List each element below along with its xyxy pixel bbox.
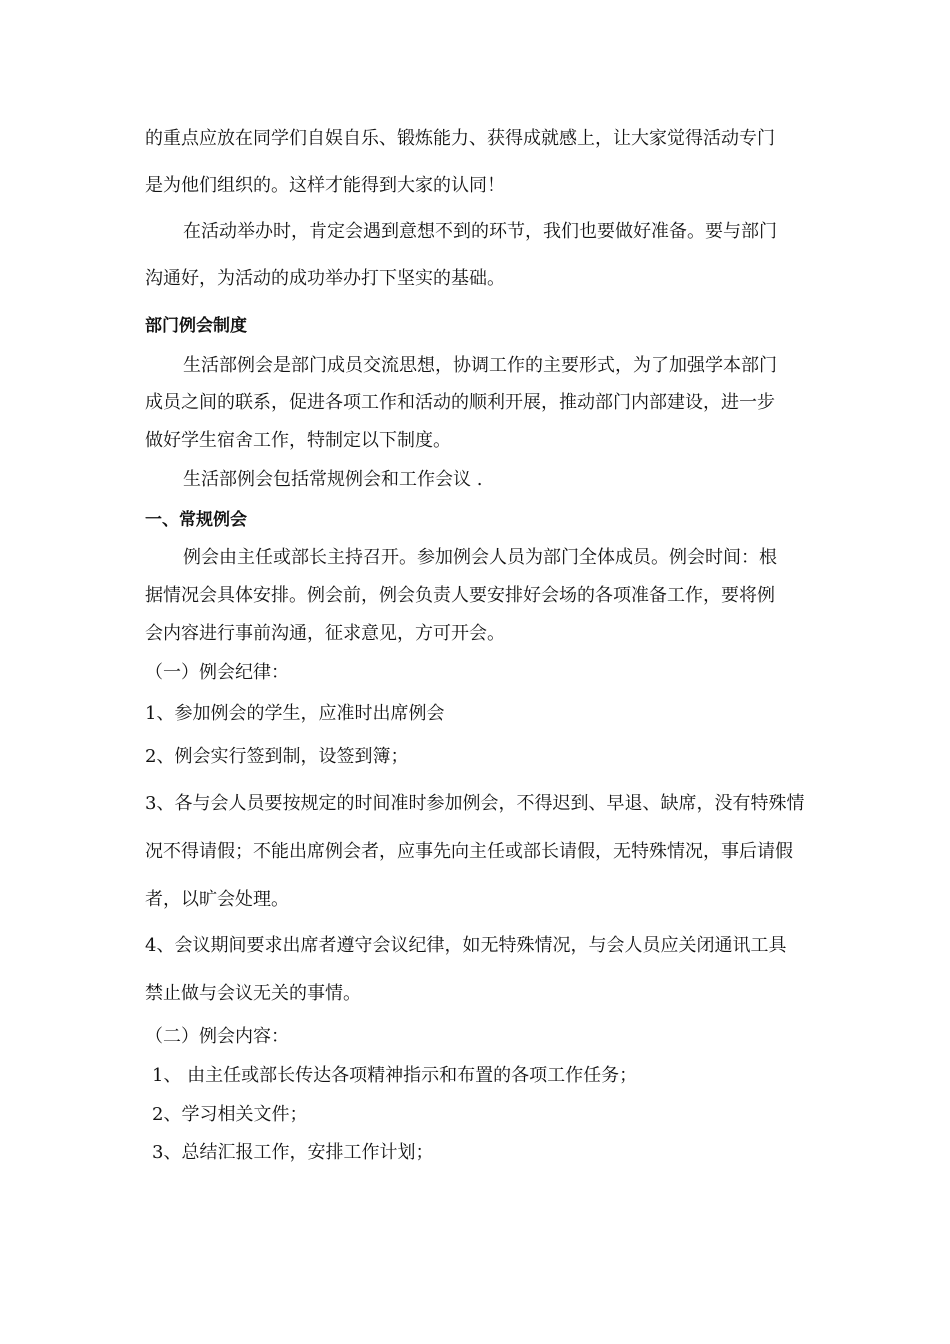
paragraph-line: 沟通好，为活动的成功举办打下坚实的基础。	[145, 268, 505, 289]
paragraph-line: 生活部例会包括常规例会和工作会议 .	[183, 469, 483, 490]
list-item-continuation: 者，以旷会处理。	[145, 889, 289, 910]
paragraph-line: 据情况会具体安排。例会前，例会负责人要安排好会场的各项准备工作，要将例	[145, 585, 775, 606]
list-item: 3、各与会人员要按规定的时间准时参加例会，不得迟到、早退、缺席，没有特殊情	[145, 793, 805, 814]
paragraph-line: 例会由主任或部长主持召开。参加例会人员为部门全体成员。例会时间：根	[183, 547, 777, 568]
list-item: 1、参加例会的学生，应准时出席例会	[145, 703, 445, 724]
section-heading: 部门例会制度	[145, 316, 247, 336]
paragraph-line: 的重点应放在同学们自娱自乐、锻炼能力、获得成就感上，让大家觉得活动专门	[145, 128, 775, 149]
list-item: 2、例会实行签到制，设签到簿；	[145, 746, 409, 767]
list-item: 1、 由主任或部长传达各项精神指示和布置的各项工作任务；	[152, 1065, 638, 1086]
subsection-title: （一）例会纪律：	[145, 662, 289, 683]
paragraph-line: 生活部例会是部门成员交流思想，协调工作的主要形式，为了加强学本部门	[183, 355, 777, 376]
paragraph-line: 会内容进行事前沟通，征求意见，方可开会。	[145, 623, 505, 644]
list-item: 4、会议期间要求出席者遵守会议纪律，如无特殊情况，与会人员应关闭通讯工具	[145, 935, 787, 956]
section-heading: 一、常规例会	[145, 510, 247, 530]
subsection-title: （二）例会内容：	[145, 1026, 289, 1047]
list-item: 2、学习相关文件；	[152, 1104, 308, 1125]
paragraph-line: 做好学生宿舍工作，特制定以下制度。	[145, 430, 451, 451]
paragraph-line: 在活动举办时，肯定会遇到意想不到的环节，我们也要做好准备。要与部门	[183, 221, 777, 242]
paragraph-line: 成员之间的联系，促进各项工作和活动的顺利开展，推动部门内部建设，进一步	[145, 392, 775, 413]
list-item-continuation: 禁止做与会议无关的事情。	[145, 983, 361, 1004]
list-item: 3、总结汇报工作，安排工作计划；	[152, 1142, 434, 1163]
list-item-continuation: 况不得请假；不能出席例会者，应事先向主任或部长请假，无特殊情况，事后请假	[145, 841, 793, 862]
paragraph-line: 是为他们组织的。这样才能得到大家的认同！	[145, 175, 505, 196]
